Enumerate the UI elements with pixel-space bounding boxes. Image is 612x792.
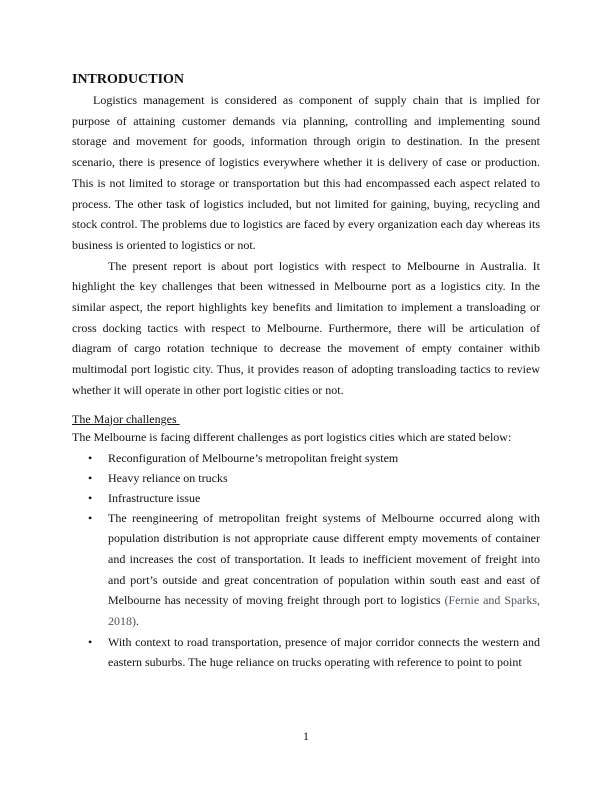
challenges-list <box>72 448 540 674</box>
list-item-text: Infrastructure issue <box>108 490 201 505</box>
citation: (Fernie and Sparks, 2018) <box>108 593 540 629</box>
intro-paragraph: Logistics management is considered as component of supply chain that is implied for purpose of attaining customer demands via planning, controlling and implementing sound storage and movement for goods, information through origin to destination. In the present scenario, there is presence of logistics everywhere whether it is delivery of case or production. This is not limited to storage or transportation but this had encompassed each aspect related to process. The other task of logistics included, but not limited for gaining, buying, recycling and stock control. The problems due to logistics are faced by every organization each day whereas its business is oriented to logistics or not. <box>72 93 540 252</box>
bullet-icon: • <box>88 490 93 505</box>
list-item <box>72 632 540 673</box>
list-item <box>72 468 540 488</box>
report-scope-paragraph: The present report is about port logistics with respect to Melbourne in Australia. It highlight the key challenges that been witnessed in Melbourne port as a logistics city. In the similar aspect, the report highlights key benefits and limitation to implement a transloading or cross docking tactics with respect to Melbourne. Furthermore, there will be articulation of diagram of cargo rotation technique to decrease the movement of empty container withib multimodal port logistic city. Thus, it provides reason of adopting transloading tactics to review whether it will operate in other port logistic cities or not. <box>72 258 540 397</box>
bullet-icon: • <box>88 510 93 525</box>
section-heading: INTRODUCTION <box>72 72 185 87</box>
bullet-icon: • <box>88 450 93 465</box>
list-item-text: The reengineering of metropolitan freight systems of Melbourne occurred along with population distribution is not appropriate cause different empty movements of container and increases the cost of transportation. It leads to inefficient movement of freight into and port’s outside and great concentration of population within south east and east of Melbourne has necessity of moving freight through port to logistics <box>108 510 540 608</box>
sentence-end: . <box>136 614 139 629</box>
bullet-icon: • <box>88 634 93 649</box>
list-item <box>72 488 540 508</box>
document-page <box>72 72 540 673</box>
list-item <box>72 508 540 632</box>
challenges-lead-sentence: The Melbourne is facing different challenges as port logistics cities which are stated below: <box>72 429 512 444</box>
list-item-text: Heavy reliance on trucks <box>108 470 228 485</box>
list-item-text: With context to road transportation, presence of major corridor connects the western and eastern suburbs. The huge reliance on trucks operating with reference to point to point <box>108 634 540 670</box>
subheading-major-challenges: The Major challenges <box>72 411 180 426</box>
list-item <box>72 448 540 468</box>
list-item-text: Reconfiguration of Melbourne’s metropolitan freight system <box>108 450 399 465</box>
page-number: 1 <box>303 729 309 743</box>
bullet-icon: • <box>88 470 93 485</box>
